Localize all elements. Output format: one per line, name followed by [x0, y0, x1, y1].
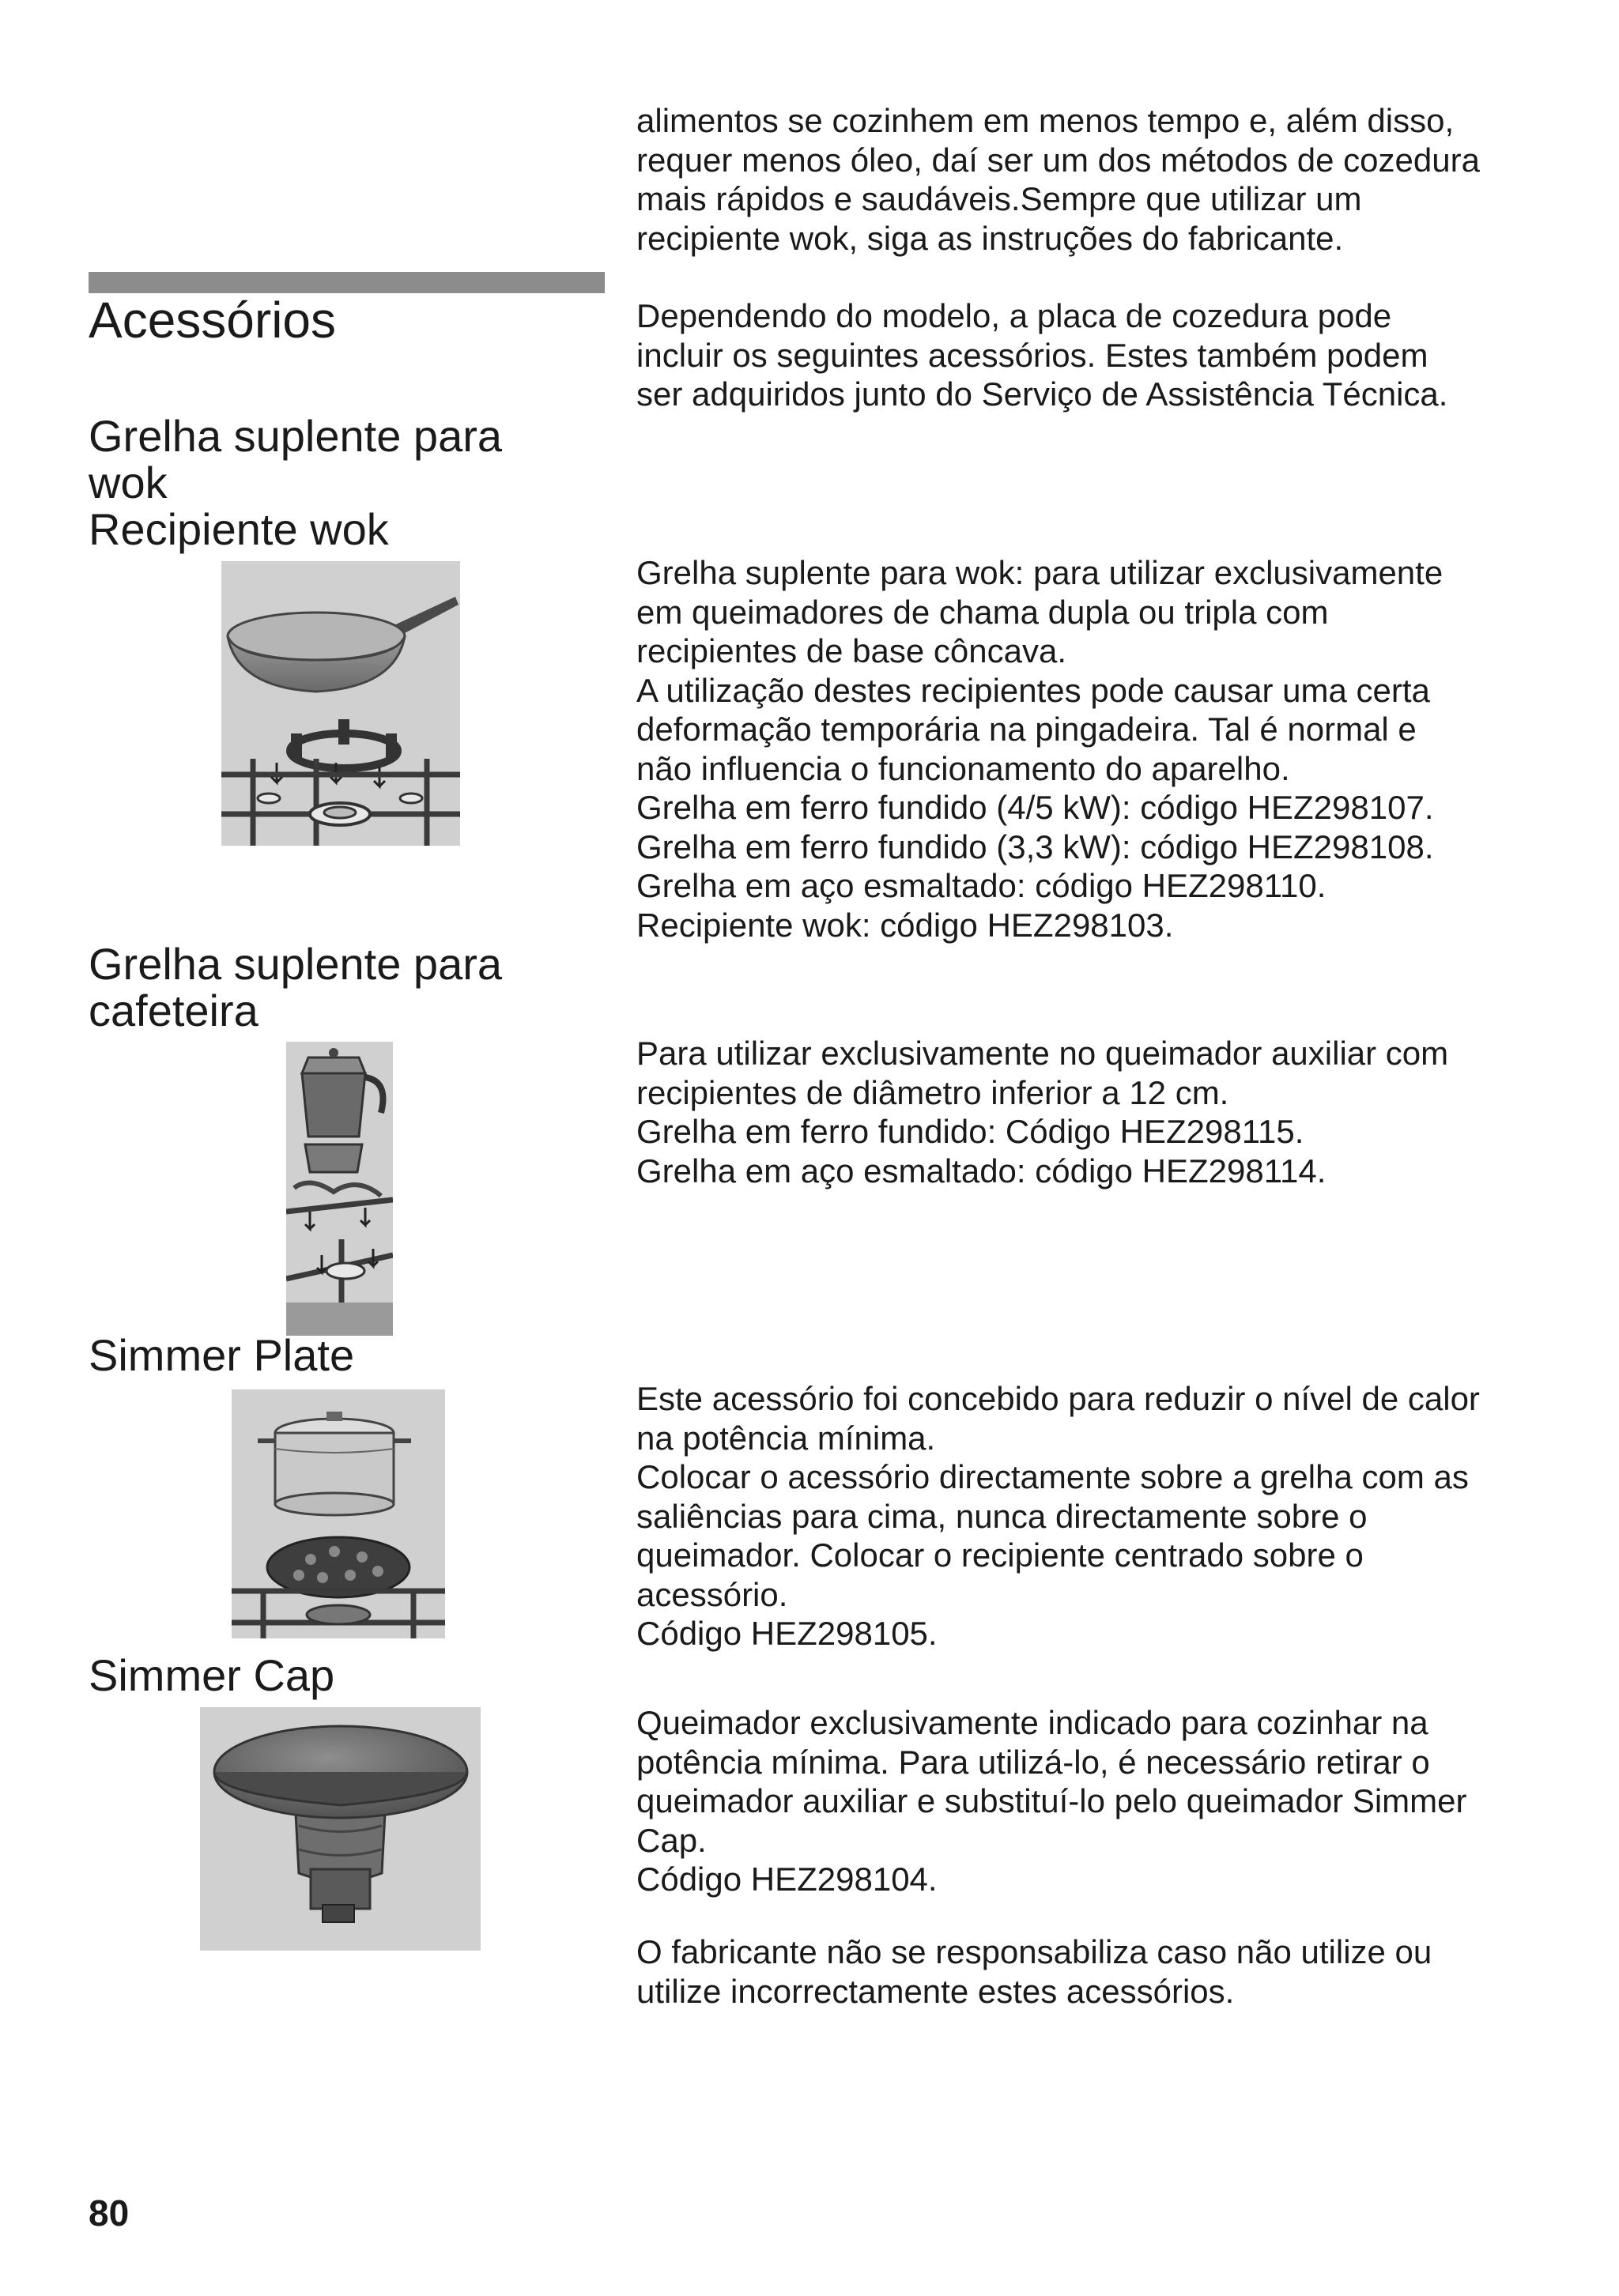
- text-line: Cap.: [636, 1821, 707, 1859]
- text-line: Grelha em aço esmaltado: código HEZ298110.: [636, 867, 1327, 904]
- text-line: Dependendo do modelo, a placa de cozedura pode: [636, 297, 1392, 334]
- intro-continued-paragraph: [636, 101, 1561, 258]
- text-line: incluir os seguintes acessórios. Estes também podem: [636, 336, 1428, 374]
- text-line: Este acessório foi concebido para reduzir o nível de calor: [636, 1380, 1480, 1417]
- page-number: 80: [89, 2192, 130, 2234]
- text-line: Grelha em aço esmaltado: código HEZ298114.: [636, 1152, 1327, 1189]
- disclaimer-paragraph: [636, 1932, 1561, 2011]
- coffee-grate-heading: [89, 941, 502, 1034]
- text-line: mais rápidos e saudáveis.Sempre que utilizar um: [636, 180, 1362, 217]
- coffee-grate-illustration: [286, 1042, 393, 1336]
- text-line: deformação temporária na pingadeira. Tal é normal e: [636, 711, 1417, 748]
- text-line: Colocar o acessório directamente sobre a grelha com as: [636, 1458, 1469, 1495]
- text-line: queimador. Colocar o recipiente centrado sobre o: [636, 1536, 1364, 1574]
- text-line: utilize incorrectamente estes acessórios.: [636, 1972, 1235, 2010]
- text-line: Para utilizar exclusivamente no queimador auxiliar com: [636, 1035, 1449, 1072]
- text-line: Código HEZ298104.: [636, 1861, 938, 1898]
- heading-line: Grelha suplente para: [89, 411, 503, 461]
- heading-line: cafeteira: [89, 986, 259, 1035]
- text-line: Grelha em ferro fundido: Código HEZ298115.: [636, 1113, 1304, 1150]
- text-line: queimador auxiliar e substituí-lo pelo queimador Simmer: [636, 1782, 1467, 1819]
- simmer-cap-paragraph: [636, 1703, 1561, 1899]
- text-line: ser adquiridos junto do Serviço de Assistência Técnica.: [636, 375, 1448, 413]
- heading-line: Grelha suplente para: [89, 939, 503, 989]
- text-line: O fabricante não se responsabiliza caso não utilize ou: [636, 1933, 1432, 1970]
- text-line: Código HEZ298105.: [636, 1615, 938, 1652]
- section-title: Acessórios: [89, 292, 336, 349]
- simmer-plate-paragraph: [636, 1379, 1561, 1653]
- text-line: em queimadores de chama dupla ou tripla com: [636, 593, 1329, 631]
- text-line: alimentos se cozinhem em menos tempo e, além disso,: [636, 102, 1455, 139]
- heading-line: Recipiente wok: [89, 504, 389, 554]
- heading-line: wok: [89, 458, 168, 507]
- text-line: A utilização destes recipientes pode causar uma certa: [636, 671, 1430, 709]
- section-rule: [89, 272, 605, 293]
- text-line: Grelha suplente para wok: para utilizar exclusivamente: [636, 554, 1444, 591]
- text-line: saliências para cima, nunca directamente sobre o: [636, 1497, 1368, 1535]
- text-line: potência mínima. Para utilizá-lo, é necessário retirar o: [636, 1743, 1430, 1781]
- heading-line: Simmer Cap: [89, 1650, 335, 1700]
- text-line: recipientes de base côncava.: [636, 632, 1067, 669]
- simmer-plate-heading: [89, 1332, 354, 1378]
- simmer-plate-illustration: [232, 1389, 445, 1638]
- text-line: Recipiente wok: código HEZ298103.: [636, 906, 1174, 944]
- wok-heading: [89, 413, 502, 552]
- simmer-cap-illustration: [200, 1707, 481, 1951]
- heading-line: Simmer Plate: [89, 1330, 355, 1380]
- text-line: Grelha em ferro fundido (4/5 kW): código HEZ298107.: [636, 789, 1434, 826]
- wok-description-paragraph: [636, 553, 1561, 944]
- simmer-cap-heading: [89, 1652, 334, 1698]
- text-line: recipiente wok, siga as instruções do fabricante.: [636, 219, 1344, 257]
- text-line: requer menos óleo, daí ser um dos métodos de cozedura: [636, 141, 1480, 179]
- wok-illustration: [221, 561, 460, 846]
- coffee-grate-paragraph: [636, 1034, 1561, 1190]
- accessories-intro-paragraph: [636, 296, 1561, 414]
- text-line: acessório.: [636, 1575, 788, 1613]
- text-line: Grelha em ferro fundido (3,3 kW): código HEZ298108.: [636, 828, 1434, 865]
- text-line: na potência mínima.: [636, 1419, 936, 1457]
- text-line: Queimador exclusivamente indicado para cozinhar na: [636, 1704, 1428, 1741]
- text-line: não influencia o funcionamento do aparelho.: [636, 749, 1290, 787]
- text-line: recipientes de diâmetro inferior a 12 cm.: [636, 1073, 1229, 1111]
